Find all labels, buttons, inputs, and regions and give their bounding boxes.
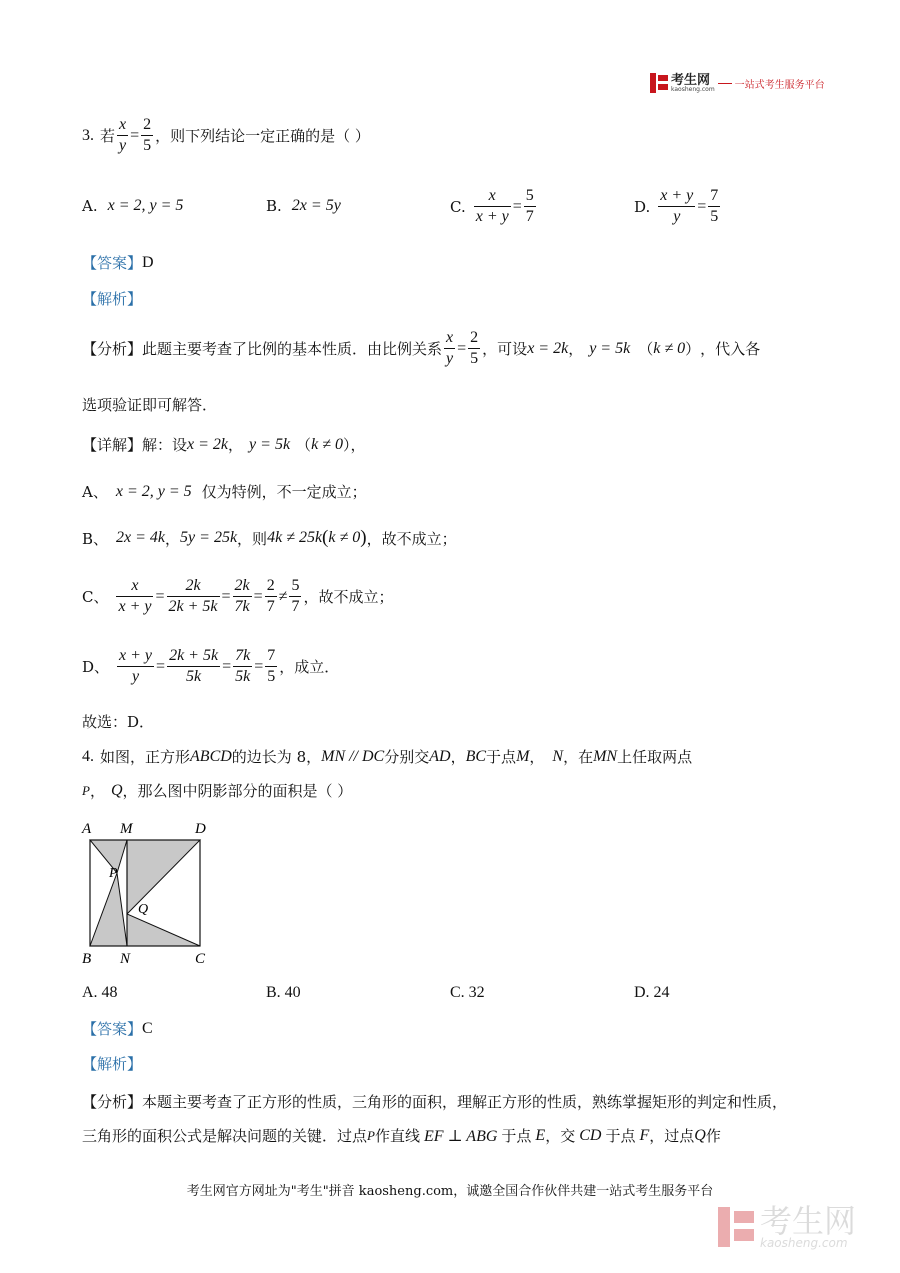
watermark: [718, 1202, 857, 1250]
q3-fenxi-line2: 选项验证即可解答．: [82, 396, 218, 414]
q4-fenxi-line1: 【分析】 本题主要考查了正方形的性质，三角形的面积，理解正方形的性质，熟练掌握矩形的判定和性质，: [82, 1093, 788, 1111]
label-C: C: [195, 951, 206, 967]
q3-fenxi: 【分析】 此题主要考查了比例的基本性质．由比例关系 $\frac{x}{y}$ = $\frac{2}{5}$ ，可设 x = 2k ， y = 5k （ k ≠ 0 ） ，代入各: [82, 329, 761, 367]
q4-fenxi-line2: 三角形的面积公式是解决问题的关键．过点 P 作直线 EF ⊥ ABG 于点 E ，交 CD 于点 F ，过点 Q 作: [82, 1126, 721, 1145]
watermark-url: kaosheng.com: [760, 1236, 848, 1250]
q3-conclusion: 故选：D．: [82, 713, 155, 731]
q3-option-a: A. x = 2, y = 5: [82, 197, 184, 215]
q4-option-a: A. 48: [82, 984, 118, 1001]
q3-analysis-tag: 【解析】: [82, 290, 143, 308]
label-N: N: [120, 951, 131, 967]
page-footer: 考生网官方网址为"考生"拼音 kaosheng.com，诚邀全国合作伙伴共建一站式考生服务平台: [186, 1184, 714, 1199]
q4-option-d: D. 24: [634, 984, 670, 1001]
q3-option-b: B. 2x = 5y: [266, 197, 341, 215]
q3-suffix: ，则下列结论一定正确的是（ ）: [155, 127, 370, 145]
logo-name: 考生网: [671, 72, 711, 88]
label-M: M: [120, 821, 133, 837]
q3-prefix: 若: [100, 127, 116, 145]
q4-option-b: B. 40: [266, 984, 301, 1001]
q4-answer: 【答案】 C: [82, 1019, 153, 1038]
label-B: B: [82, 951, 92, 967]
q3-row-d: D、 $\frac{x + y}{y}$ = $\frac{2k + 5k}{5k}$ = $\frac{7k}{5k}$ = $\frac{7}{5}$ ，成立．: [82, 647, 340, 685]
logo-slogan: 一站式考生服务平台: [734, 79, 825, 91]
q4-option-c: C. 32: [450, 984, 485, 1001]
label-Q: Q: [138, 902, 149, 917]
q3-stem: 3. 若 $\frac{x}{y}$ = $\frac{2}{5}$ ，则下列结论一定正确的是（ ）: [82, 116, 370, 154]
q4-stem-line2: P ， Q ，那么图中阴影部分的面积是（ ）: [82, 781, 353, 800]
q3-row-c: C、 $\frac{x}{x + y}$ = $\frac{2k}{2k + 5k}$ = $\frac{2k}{7k}$ = $\frac{2}{7}$ ≠ $\frac{5}{7}$ ，故不成立；: [82, 577, 394, 615]
q3-xiangjie: 【详解】 解：设 x = 2k ， y = 5k （ k ≠ 0 ），: [82, 435, 366, 454]
q4-stem-line1: 4. 如图，正方形 ABCD 的边长为 8， MN // DC 分别交 AD ， BC 于点 M ， N ，在 MN 上任取两点: [82, 747, 693, 766]
q3-answer: 【答案】 D: [82, 253, 154, 272]
site-logo: [650, 73, 825, 93]
watermark-name: 考生网: [760, 1202, 857, 1240]
shaded-region-lower-right: [127, 914, 200, 946]
label-A: A: [82, 821, 92, 837]
q3-option-c: C. $\frac{x}{x + y}$ = $\frac{5}{7}$: [450, 187, 534, 225]
fraction-2-over-5: $\frac{2}{5}$: [143, 116, 152, 154]
q4-square-figure: [80, 818, 215, 968]
label-D: D: [195, 821, 206, 837]
q3-option-d: D. $\frac{x + y}{y}$ = $\frac{7}{5}$: [634, 187, 719, 225]
q4-analysis-tag: 【解析】: [82, 1055, 143, 1073]
q3-row-a: A、 x = 2, y = 5 仅为特例，不一定成立；: [82, 482, 367, 501]
q3-number: 3.: [82, 126, 94, 144]
shaded-triangle-left-lower: [90, 873, 127, 946]
logo-mark-icon: [650, 73, 668, 93]
watermark-logo-icon: [718, 1207, 754, 1247]
q3-row-b: B、 2x = 4k ， 5y = 25k ，则 4k ≠ 25k ( k ≠ 0 ) ，故不成立；: [82, 527, 457, 548]
label-P: P: [109, 866, 118, 881]
fraction-x-over-y: $\frac{x}{y}$: [119, 116, 127, 154]
logo-sub: kaosheng.com: [671, 85, 715, 93]
